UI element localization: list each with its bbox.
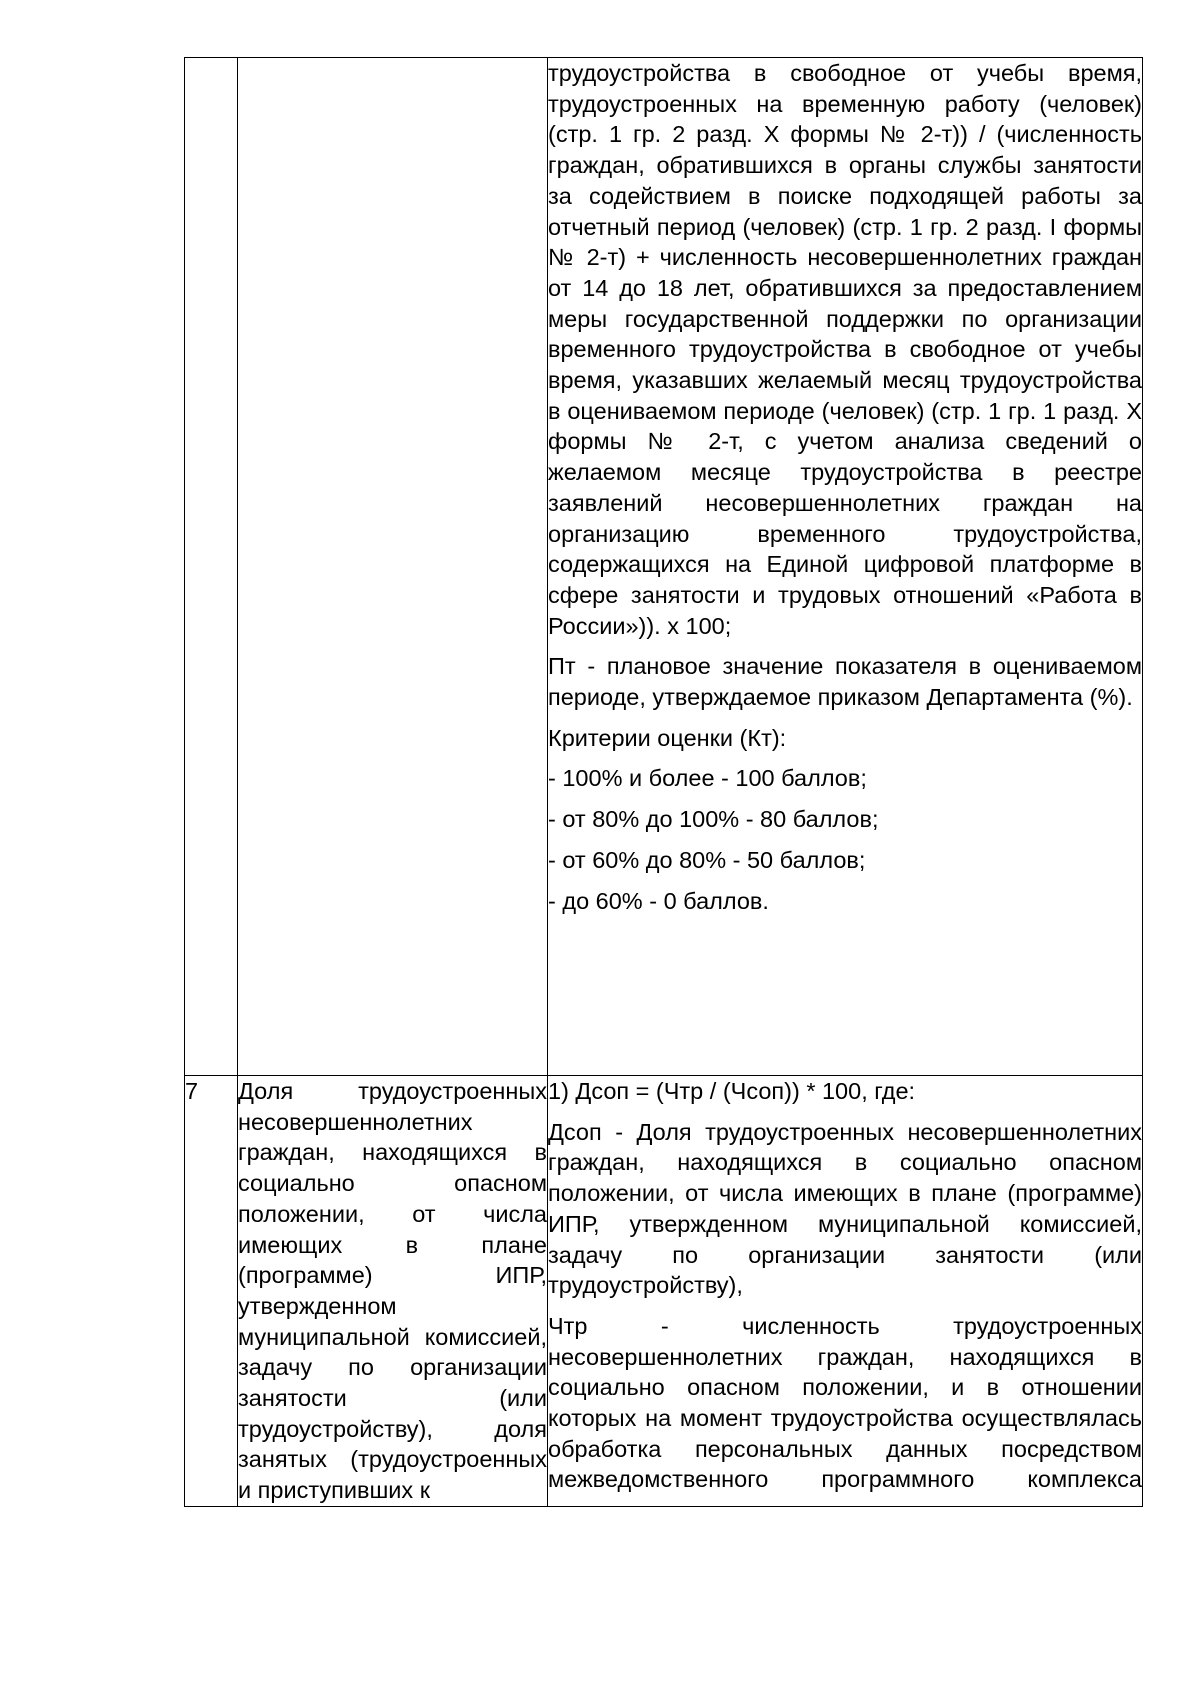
plan-value-definition: Пт - плановое значение показателя в оцениваемом периоде, утверждаемое приказом Департамента (%). [548, 653, 1142, 711]
criteria-item: - до 60% - 0 баллов. [548, 887, 769, 914]
indicator-name: Доля трудоустроенных несовершеннолетних граждан, находящихся в социально опасном положении, от числа имеющих в плане (программе) ИПР, утвержденном муниципальной комиссией, задачу по организации занятости (или трудоустройству), доля занятых (трудоустроенных и приступивших к [238, 1078, 547, 1504]
criteria-item: - от 60% до 80% - 50 баллов; [548, 846, 866, 873]
formula-continuation-text: трудоустройства в свободное от учебы время, трудоустроенных на временную работу (человек) (стр. 1 гр. 2 разд. X формы № 2-т)) / (численность граждан, обратившихся в органы службы занятости за содействием в поиске подходящей работы за отчетный период (человек) (стр. 1 гр. 2 разд. I формы № 2-т) + численность несовершеннолетних граждан от 14 до 18 лет, обратившихся за предоставлением меры государственной поддержки по организации временного трудоустройства в свободное от учебы время, указавших желаемый месяц трудоустройства в оцениваемом периоде (человек) (стр. 1 гр. 1 разд. X формы № 2-т, с учетом анализа сведений о желаемом месяце трудоустройства в реестре заявлений несовершеннолетних граждан на организацию временного трудоустройства, содержащихся на Единой цифровой платформе в сфере занятости и трудовых отношений «Работа в России»)). x 100; [548, 60, 1142, 639]
criteria-item: - 100% и более - 100 баллов; [548, 765, 867, 792]
dsop-definition: Дсоп - Доля трудоустроенных несовершеннолетних граждан, находящихся в социально опасном положении, от числа имеющих в плане (программе) ИПР, утвержденном муниципальной комиссией, задачу по организации занятости (или трудоустройству), [548, 1118, 1142, 1299]
criteria-item: - от 80% до 100% - 80 баллов; [548, 806, 879, 833]
chtr-definition: Чтр - численность трудоустроенных несовершеннолетних граждан, находящихся в социально опасном положении, и в отношении которых на момент трудоустройства осуществлялась обработка персональных данных посредством межведомственного программного комплекса [548, 1312, 1142, 1493]
table-row [185, 58, 1143, 1076]
indicator-cell [238, 1076, 548, 1507]
row-number-cell [185, 58, 238, 1076]
formula-text: 1) Дсоп = (Чтр / (Чсоп)) * 100, где: [548, 1078, 916, 1104]
table-row [185, 1076, 1143, 1507]
criteria-table [184, 57, 1143, 1507]
method-cell [548, 58, 1143, 1076]
row-number-cell: 7 [185, 1076, 238, 1507]
indicator-cell [238, 58, 548, 1076]
criteria-heading: Критерии оценки (Кт): [548, 724, 787, 751]
method-cell [548, 1076, 1143, 1507]
